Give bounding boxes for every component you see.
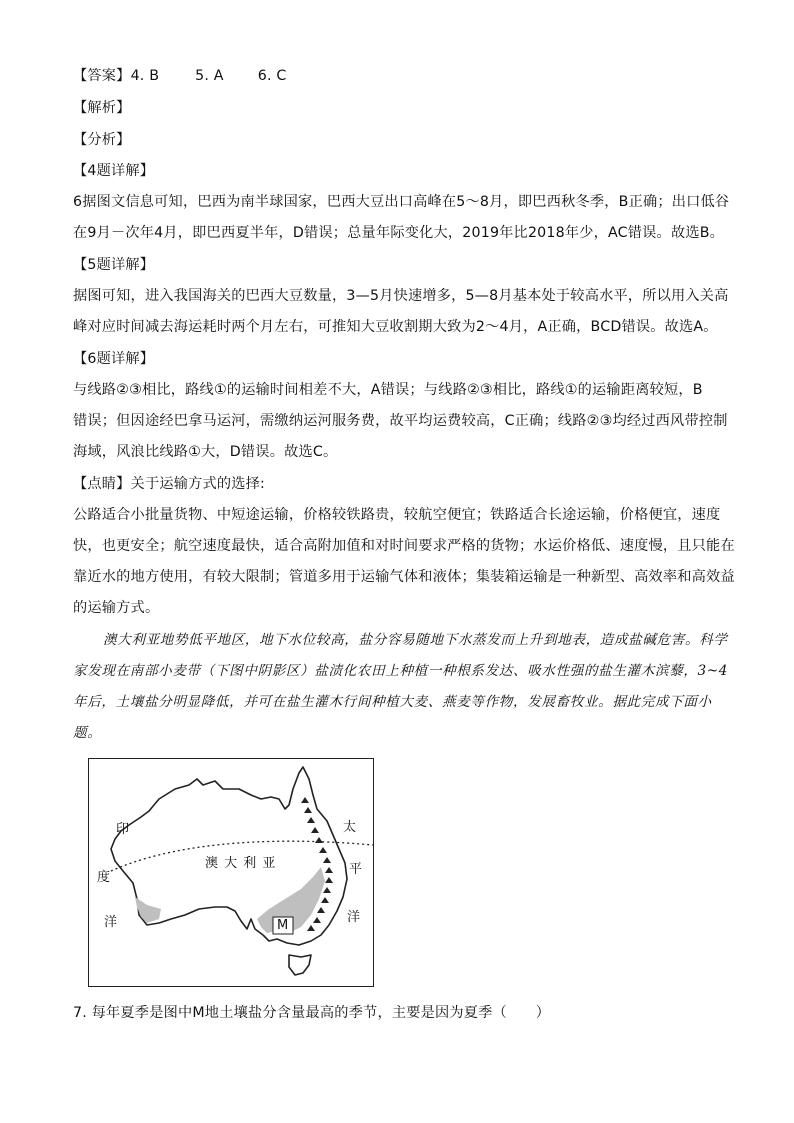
q5-title: 【5题详解】 [73,257,155,273]
passage-line-1: 澳大利亚地势低平地区，地下水位较高，盐分容易随地下水蒸发而上升到地表，造成盐碱危害。科学 [103,632,728,648]
label-du: 度 [97,870,111,885]
answer-line [73,66,286,86]
tasmania [289,955,311,975]
dianjing-line-2: 快，也更安全；航空速度最快，适合高附加值和对时间要求严格的货物；水运价格低、速度慢，且只能在 [73,538,735,554]
q6-title: 【6题详解】 [73,351,155,367]
answer-tag: 【答案】 [73,68,131,84]
q6-text-line-3: 海域，风浪比线路①大，D错误。故选C。 [73,444,338,460]
q4-text-line-2: 在9月－次年4月，即巴西夏半年，D错误；总量年际变化大，2019年比2018年少，AC错误。故选B。 [73,225,725,241]
question-7: 7. 每年夏季是图中M地土壤盐分含量最高的季节，主要是因为夏季（ ） [73,1005,551,1021]
label-yang-west: 洋 [104,915,118,930]
passage-line-3: 年后，土壤盐分明显降低，并可在盐生灌木行间种植大麦、燕麦等作物，发展畜牧业。据此完成下面小 [73,694,712,710]
passage-line-2: 家发现在南部小麦带（下图中阴影区）盐渍化农田上种植一种根系发达、吸水性强的盐生灌木滨藜，3~4 [73,663,729,679]
answer-5: 5. A [195,68,224,84]
label-australia: 澳 大 利 亚 [205,856,277,871]
answer-6: 6. C [257,68,287,84]
q5-text-line-2: 峰对应时间减去海运耗时两个月左右，可推知大豆收割期大致为2～4月，A正确，BCD错误。故选A。 [73,319,718,335]
label-m: M [277,918,289,933]
fenxi-tag: 【分析】 [73,132,131,148]
passage-line-4: 题。 [73,725,102,741]
label-yang-east: 洋 [347,910,361,925]
q5-text-line-1: 据图可知，进入我国海关的巴西大豆数量，3—5月快速增多，5—8月基本处于较高水平，所以用入关高 [73,288,729,304]
q4-title: 【4题详解】 [73,163,155,179]
australia-map [88,758,374,987]
analysis-tag: 【解析】 [73,100,131,116]
australia-map-drawing [89,759,373,986]
label-ping: 平 [349,862,363,877]
q6-text-line-1: 与线路②③相比，路线①的运输时间相差不大，A错误；与线路②③相比，路线①的运输距离较短，B [73,382,703,398]
dianjing-line-1: 公路适合小批量货物、中短途运输，价格较铁路贵，较航空便宜；铁路适合长途运输，价格便宜，速度 [73,507,721,523]
dianjing-line-4: 的运输方式。 [73,600,160,616]
label-tai: 太 [343,820,357,835]
q6-text-line-2: 错误；但因途经巴拿马运河，需缴纳运河服务费，故平均运费较高，C正确；线路②③均经过西风带控制 [73,413,728,429]
dianjing-line-3: 靠近水的地方使用，有较大限制；管道多用于运输气体和液体；集装箱运输是一种新型、高效率和高效益 [73,569,735,585]
dianjing-title: 【点睛】关于运输方式的选择: [73,476,266,492]
q4-text-line-1: 6据图文信息可知，巴西为南半球国家，巴西大豆出口高峰在5～8月，即巴西秋冬季，B正确；出口低谷 [73,194,730,210]
label-yin: 印 [116,822,130,837]
answer-4: 4. B [130,68,160,84]
